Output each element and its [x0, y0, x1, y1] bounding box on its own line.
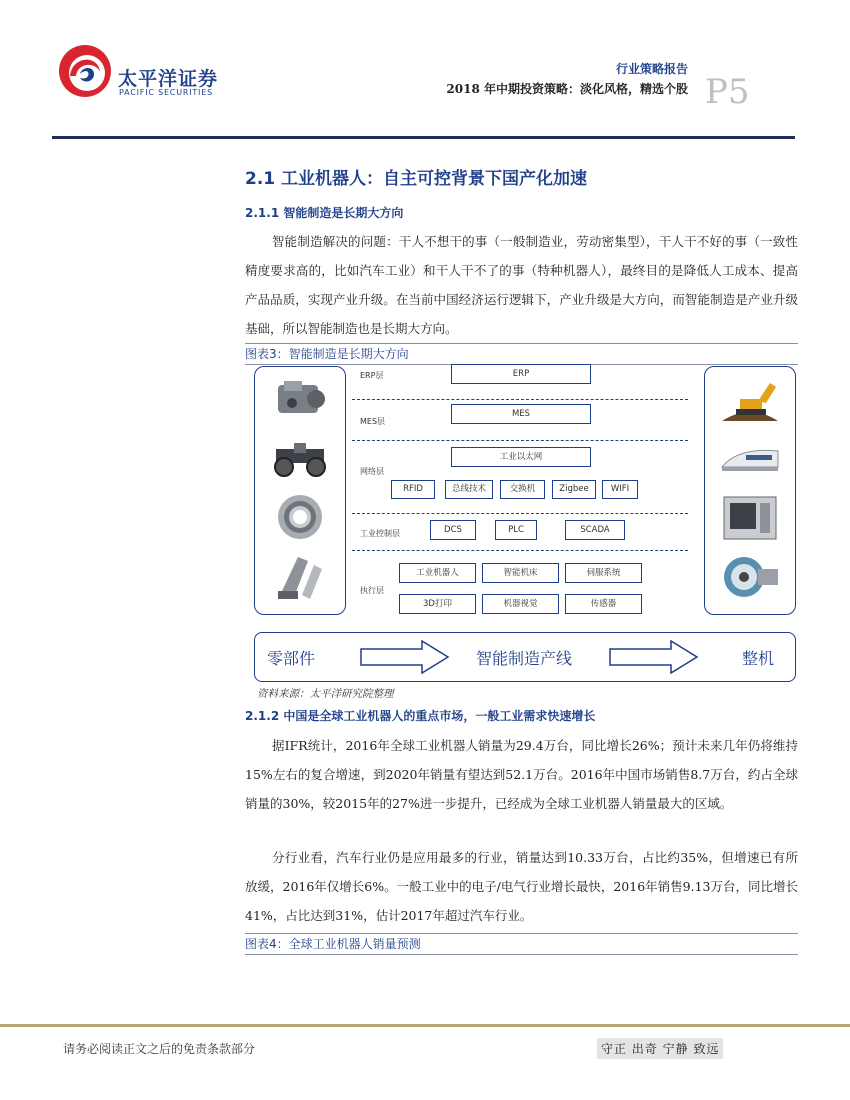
row-divider — [352, 550, 688, 551]
arrow-right-icon — [360, 640, 450, 674]
arrow-right-icon — [609, 640, 699, 674]
row-label-execution: 执行层 — [360, 586, 384, 595]
figure3-caption — [245, 343, 798, 365]
subsection-heading-2: 2.1.2 中国是全球工业机器人的重点市场，一般工业需求快速增长 — [245, 709, 596, 723]
row-divider — [352, 399, 688, 400]
node-mes: MES — [451, 404, 591, 424]
node-3d-printing: 3D打印 — [399, 594, 476, 614]
node-machine-vision: 机器视觉 — [482, 594, 559, 614]
logo-cn-text: 太平洋证券 — [118, 68, 219, 90]
paragraph-1: 智能制造解决的问题：干人不想干的事（一般制造业，劳动密集型），干人干不好的事（一致性精度要求高的，比如汽车工业）和干人干不了的事（特种机器人），最终目的是降低人工成本、提高产品品质，实现产业升级。在当前中国经济运行逻辑下，产业升级是大方向，而智能制造是产业升级基础，所以智能制造也是长期大方向。 — [245, 234, 798, 336]
node-servo-system: 伺服系统 — [565, 563, 642, 583]
row-label-erp: ERP层 — [360, 371, 384, 380]
paragraph-2: 据IFR统计，2016年全球工业机器人销量为29.4万台，同比增长26%；预计未来几年仍将维持15%左右的复合增速，到2020年销量有望达到52.1万台。2016年中国市场销售8.7万台，约占全球销量的30%，较2015年的27%进一步提升，已经成为全球工业机器人销量最大的区域。 — [245, 738, 798, 811]
cnc-machine-icon — [718, 491, 782, 543]
turbine-blade-icon — [268, 551, 332, 603]
figure3-caption-text: 图表3：智能制造是长期大方向 — [245, 347, 409, 361]
footer-motto: 守正 出奇 宁静 致远 — [597, 1038, 723, 1059]
row-label-control: 工业控制层 — [360, 529, 400, 538]
components-panel — [254, 366, 346, 615]
flow-complete-machine: 整机 — [742, 649, 775, 668]
section-heading: 2.1 工业机器人：自主可控背景下国产化加速 — [245, 169, 588, 189]
jet-engine-icon — [718, 551, 782, 603]
row-divider — [352, 440, 688, 441]
node-wifi: WIFI — [602, 480, 638, 499]
figure-source: 资料来源：太平洋研究院整理 — [257, 688, 394, 700]
flow-components: 零部件 — [267, 649, 316, 668]
flow-smart-line: 智能制造产线 — [476, 649, 573, 668]
node-rfid: RFID — [391, 480, 435, 499]
subsection-heading-1: 2.1.1 智能制造是长期大方向 — [245, 206, 404, 220]
header-divider — [52, 136, 795, 139]
high-speed-train-icon — [718, 433, 782, 485]
report-title: 2018 年中期投资策略：淡化风格，精选个股 — [446, 82, 688, 96]
row-label-network: 网络层 — [360, 467, 384, 476]
node-zigbee: Zigbee — [552, 480, 596, 499]
bogie-icon — [268, 433, 332, 485]
node-industrial-ethernet: 工业以太网 — [451, 447, 591, 467]
node-fieldbus: 总线技术 — [445, 480, 493, 499]
hydraulic-pump-icon — [268, 373, 332, 425]
excavator-icon — [718, 373, 782, 425]
figure4-caption-text: 图表4：全球工业机器人销量预测 — [245, 937, 421, 951]
row-divider — [352, 513, 688, 514]
node-erp: ERP — [451, 364, 591, 384]
machines-panel — [704, 366, 796, 615]
node-plc: PLC — [495, 520, 537, 540]
footer-disclaimer: 请务必阅读正文之后的免责条款部分 — [63, 1042, 256, 1056]
logo-en-text: PACIFIC SECURITIES — [119, 88, 213, 97]
node-industrial-robot: 工业机器人 — [399, 563, 476, 583]
node-scada: SCADA — [565, 520, 625, 540]
figure4-caption — [245, 933, 798, 955]
pacific-securities-logo-icon — [58, 44, 112, 98]
page-number: P5 — [705, 72, 750, 112]
node-switch: 交换机 — [500, 480, 545, 499]
node-dcs: DCS — [430, 520, 476, 540]
bearing-icon — [268, 491, 332, 543]
row-label-mes: MES层 — [360, 417, 386, 426]
report-type: 行业策略报告 — [615, 62, 688, 76]
paragraph-3: 分行业看，汽车行业仍是应用最多的行业，销量达到10.33万台，占比约35%，但增速已有所放缓，2016年仅增长6%。一般工业中的电子/电气行业增长最快，2016年销售9.13万台，同比增长41%，占比达到31%，估计2017年超过汽车行业。 — [245, 850, 798, 923]
node-sensor: 传感器 — [565, 594, 642, 614]
node-smart-machine-tool: 智能机床 — [482, 563, 559, 583]
footer-divider — [0, 1024, 850, 1027]
